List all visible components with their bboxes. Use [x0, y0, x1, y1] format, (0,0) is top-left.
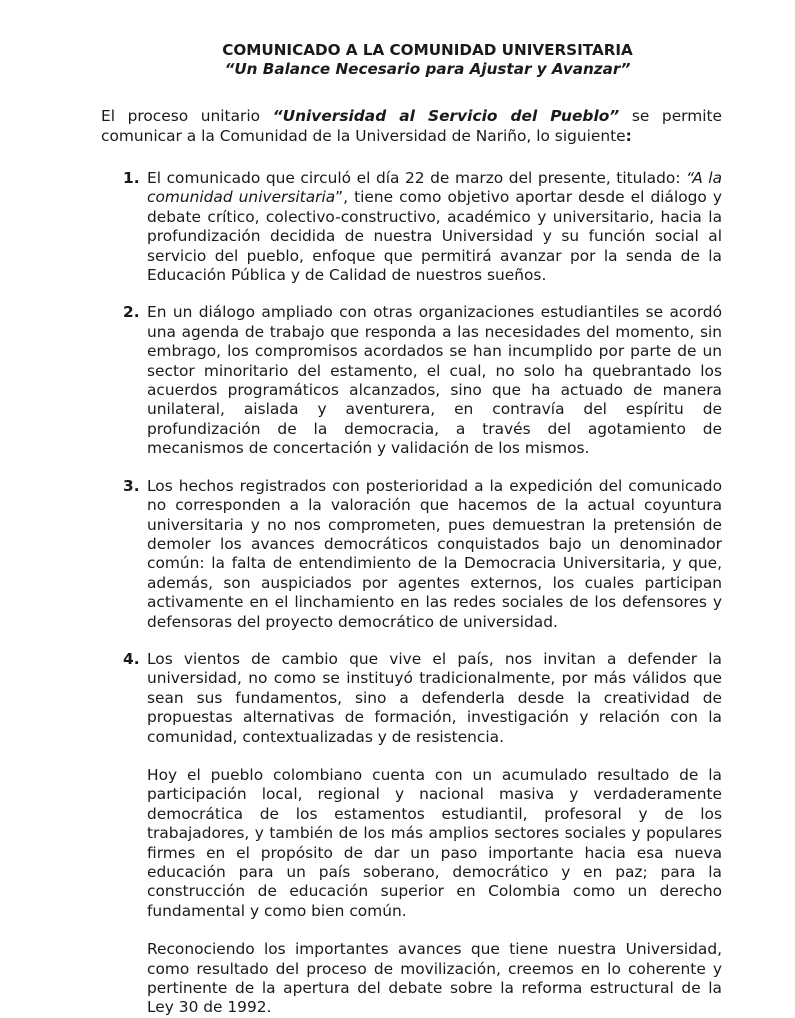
item-number: 4.	[123, 649, 140, 668]
document-title: COMUNICADO A LA COMUNIDAD UNIVERSITARIA	[222, 41, 633, 59]
document-subtitle: “Un Balance Necesario para Ajustar y Avanzar”	[224, 60, 631, 78]
item-quoted-title: “A la comunidad universitaria	[147, 169, 722, 207]
item-paragraph: Los vientos de cambio que vive el país, nos invitan a defender la universidad, no como se instituyó tradicionalmente, por más válidos que sean sus fundamentos, sino a defenderla desde la creatividad de propuestas alternativas de formación, investigación y relación con la comunidad, contextualizadas y de resistencia.	[147, 649, 722, 746]
list-item	[123, 169, 722, 285]
list-item	[123, 649, 722, 1018]
item-paragraph: Los hechos registrados con posterioridad a la expedición del comunicado no corresponden a la valoración que hacemos de la actual coyuntura universitaria y no nos comprometen, pues demuestran la pretensión de demoler los avances democráticos conquistados bajo un denominador común: la falta de entendimiento de la Democracia Universitaria, y que, además, son auspiciados por agentes externos, los cuales participan activamente en el linchamiento en las redes sociales de los defensores y defensoras del proyecto democrático de universidad.	[147, 476, 722, 631]
item-paragraph	[147, 169, 722, 285]
document-header	[127, 41, 728, 79]
numbered-list	[101, 169, 722, 1018]
list-item	[123, 476, 722, 632]
intro-suffix: se permite comunicar a la Comunidad de la Universidad de Nariño, lo siguiente	[101, 107, 722, 145]
item-text: El comunicado que circuló el día 22 de marzo del presente, titulado:	[147, 169, 687, 187]
intro-prefix: El proceso unitario	[101, 107, 273, 125]
process-name: “Universidad al Servicio del Pueblo”	[272, 107, 620, 125]
intro-paragraph	[101, 106, 722, 146]
item-number: 1.	[123, 169, 140, 187]
item-paragraph: En un diálogo ampliado con otras organizaciones estudiantiles se acordó una agenda de trabajo que responda a las necesidades del momento, sin embrago, los compromisos acordados se han incumplido por parte de un sector minoritario del estamento, el cual, no solo ha quebrantado los acuerdos programáticos alcanzados, sino que ha actuado de manera unilateral, aislada y aventurera, en contravía del espíritu de profundización de la democracia, a través del agotamiento de mecanismos de concertación y validación de los mismos.	[147, 303, 722, 458]
item-paragraph: Reconociendo los importantes avances que tiene nuestra Universidad, como resultado del proceso de movilización, creemos en lo coherente y pertinente de la apertura del debate sobre la reforma estructural de la Ley 30 de 1992.	[147, 940, 722, 1017]
item-number: 2.	[123, 303, 140, 322]
item-text: ”, tiene como objetivo aportar desde el diálogo y debate crítico, colectivo-constructivo, académico y universitario, hacia la profundización decidida de nuestra Universidad y su función social al servicio del pueblo, enfoque que permitirá avanzar por la senda de la Educación Pública y de Calidad de nuestros sueños.	[147, 188, 722, 285]
list-item	[123, 303, 722, 458]
item-number: 3.	[123, 476, 140, 495]
intro-colon: :	[625, 127, 632, 145]
item-paragraph: Hoy el pueblo colombiano cuenta con un acumulado resultado de la participación local, regional y nacional masiva y verdaderamente democrática de los estamentos estudiantil, profesoral y de los trabajadores, y también de los más amplios sectores sociales y populares firmes en el propósito de dar un paso importante hacia esa nueva educación para un país soberano, democrático y en paz; para la construcción de educación superior en Colombia como un derecho fundamental y como bien común.	[147, 765, 722, 920]
